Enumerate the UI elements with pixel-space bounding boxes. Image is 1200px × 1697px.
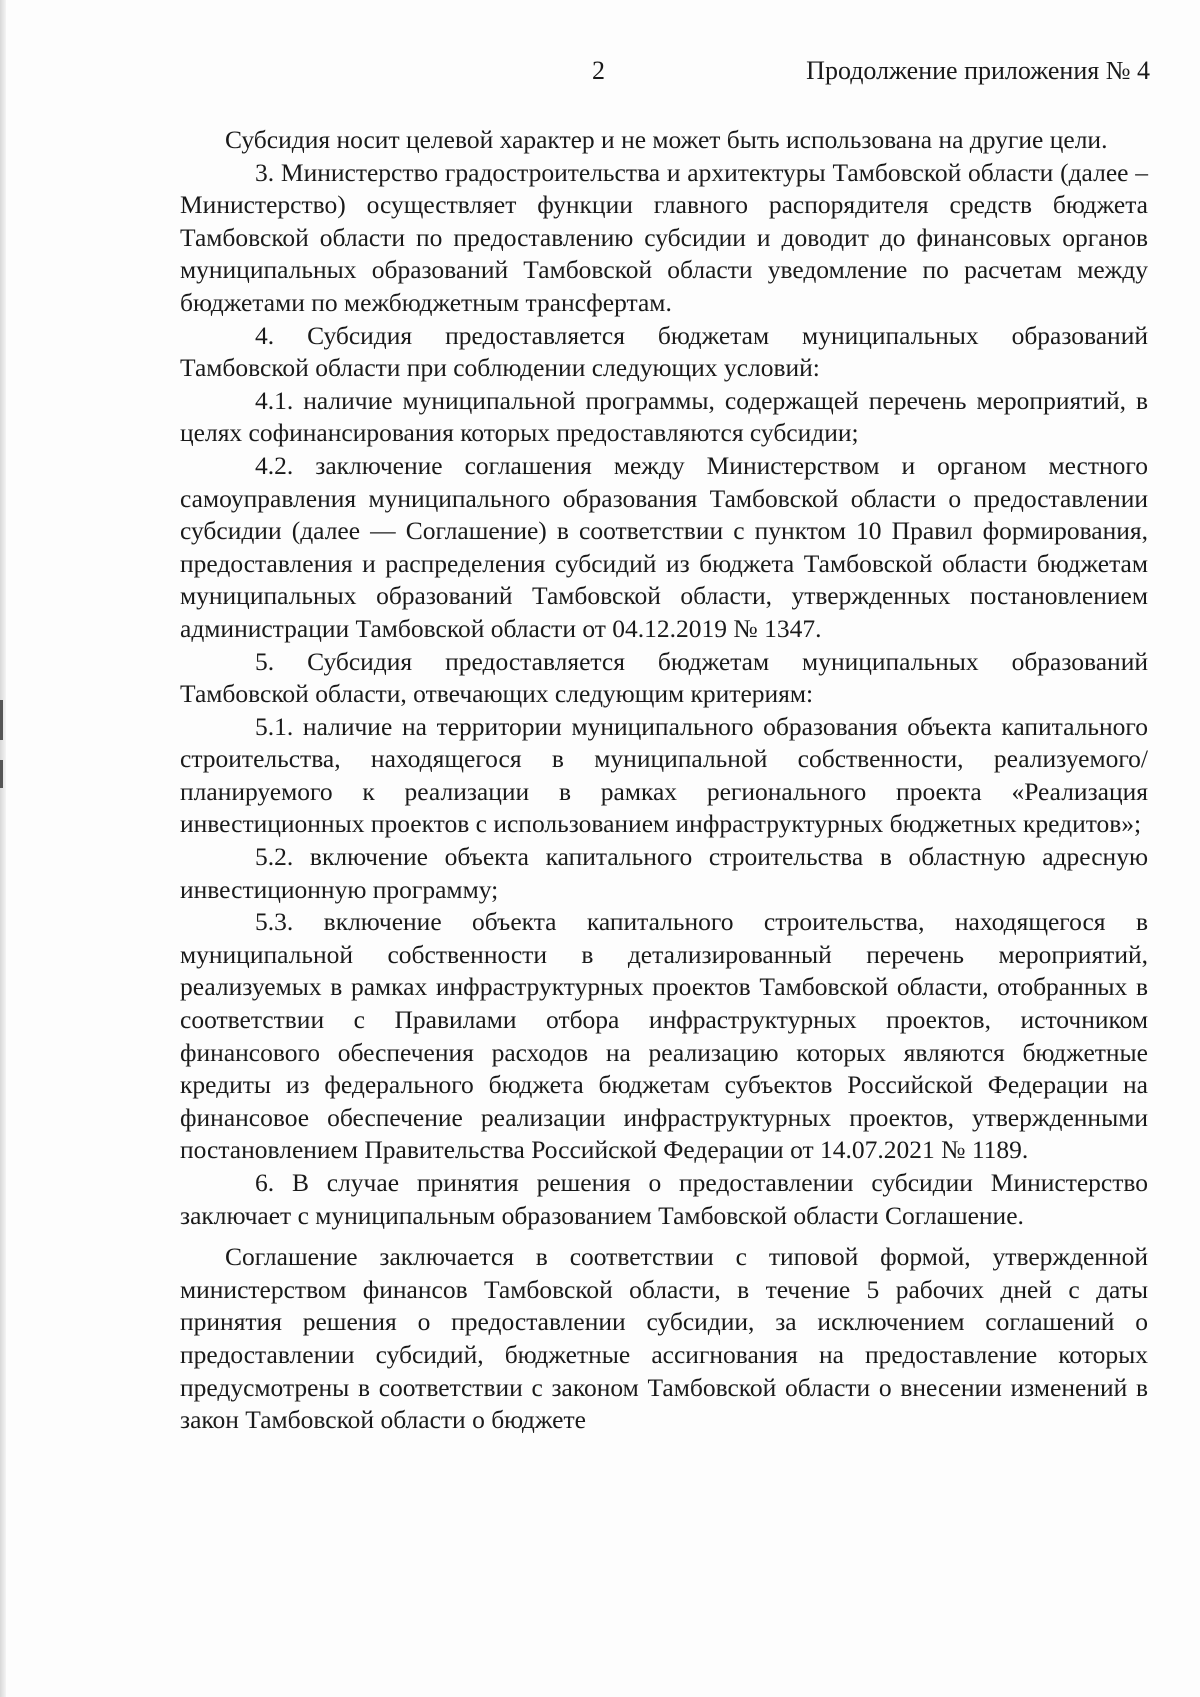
paragraph-6: 6. В случае принятия решения о предоставлении субсидии Министерство заключает с муниципальным образованием Тамбовской области Соглашение. <box>180 1168 1148 1230</box>
paragraph-5-2: 5.2. включение объекта капитального строительства в областную адресную инвестиционную программу; <box>180 842 1148 904</box>
scan-mark <box>0 700 3 740</box>
paragraph-3: 3. Министерство градостроительства и архитектуры Тамбовской области (далее – Министерство) осуществляет функции главного распорядителя средств бюджета Тамбовской области по предоставлению субсидии и доводит до финансовых органов муниципальных образований Тамбовской области уведомление по расчетам между бюджетами по межбюджетным трансфертам. <box>180 157 1148 317</box>
scan-mark <box>0 760 3 788</box>
paragraph-5: 5. Субсидия предоставляется бюджетам муниципальных образований Тамбовской области, отвечающих следующим критериям: <box>180 646 1148 709</box>
document-body <box>180 124 1148 1437</box>
paragraph-4-1: 4.1. наличие муниципальной программы, содержащей перечень мероприятий, в целях софинансирования которых предоставляются субсидии; <box>180 385 1148 448</box>
appendix-continuation-label: Продолжение приложения № 4 <box>806 56 1150 85</box>
paragraph-agreement: Соглашение заключается в соответствии с типовой формой, утвержденной министерством финансов Тамбовской области, в течение 5 рабочих дней с даты принятия решения о предоставлении субсидии, за исключением соглашений о предоставлении субсидий, бюджетные ассигнования на предоставление которых предусмотрены в соответствии с законом Тамбовской области о внесении изменений в закон Тамбовской области о бюджете <box>180 1242 1148 1435</box>
page-header <box>0 48 1200 88</box>
page-number: 2 <box>592 56 605 85</box>
paragraph-5-1: 5.1. наличие на территории муниципального образования объекта капитального строительства, находящегося в муниципальной собственности, реализуемого/планируемого к реализации в рамках регионального проекта «Реализация инвестиционных проектов с использованием инфраструктурных бюджетных кредитов»; <box>180 711 1148 839</box>
paragraph-4-2: 4.2. заключение соглашения между Министерством и органом местного самоуправления муниципального образования Тамбовской области о предоставлении субсидии (далее — Соглашение) в соответствии с пунктом 10 Правил формирования, предоставления и распределения субсидий из бюджета Тамбовской области бюджетам муниципальных образований Тамбовской области, утвержденных постановлением администрации Тамбовской области от 04.12.2019 № 1347. <box>180 450 1148 643</box>
paragraph-purpose: Субсидия носит целевой характер и не может быть использована на другие цели. <box>225 125 1108 154</box>
scan-edge <box>0 0 6 1697</box>
paragraph-4: 4. Субсидия предоставляется бюджетам муниципальных образований Тамбовской области при соблюдении следующих условий: <box>180 320 1148 383</box>
paragraph-5-3: 5.3. включение объекта капитального строительства, находящегося в муниципальной собственности в детализированный перечень мероприятий, реализуемых в рамках инфраструктурных проектов Тамбовской области, отобранных в соответствии с Правилами отбора инфраструктурных проектов, источником финансового обеспечения расходов на реализацию которых являются бюджетные кредиты из федерального бюджета бюджетам субъектов Российской Федерации на финансовое обеспечение реализации инфраструктурных проектов, утвержденными постановлением Правительства Российской Федерации от 14.07.2021 № 1189. <box>180 907 1148 1165</box>
